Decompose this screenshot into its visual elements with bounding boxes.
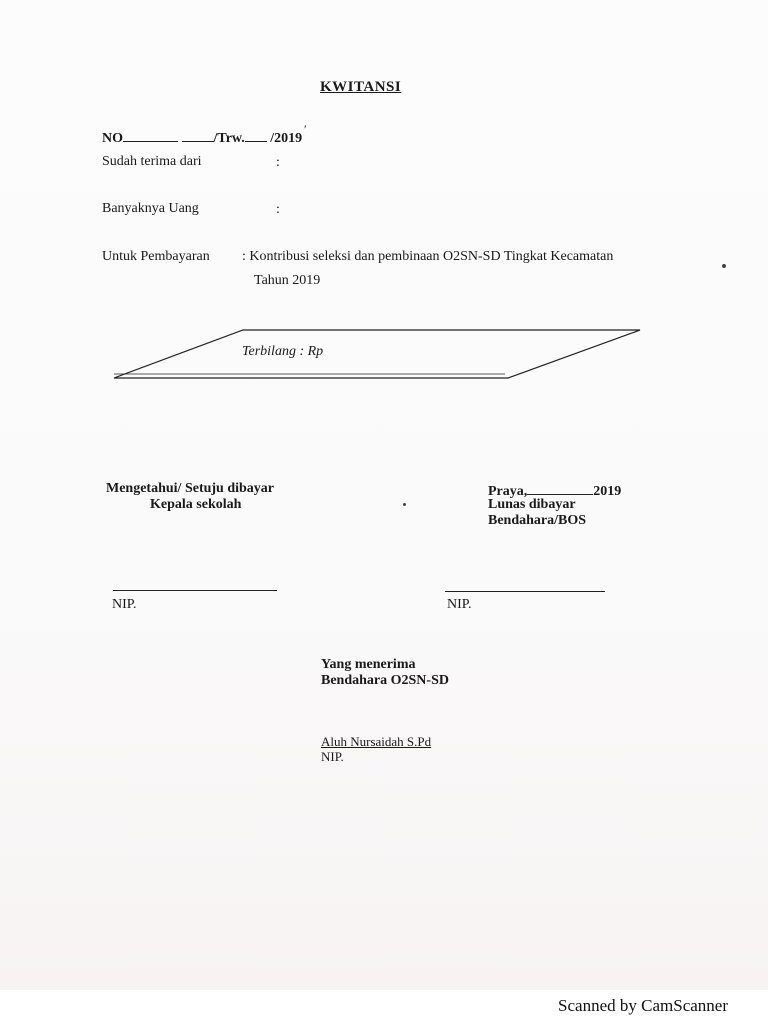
headmaster-signature-line xyxy=(113,590,277,591)
amount-box xyxy=(0,0,768,400)
scanner-footer xyxy=(0,990,768,1024)
payment-value-line2: Tahun 2019 xyxy=(254,273,321,288)
scan-speck xyxy=(403,503,406,506)
receipt-title: KWITANSI xyxy=(320,79,402,95)
amount-colon: : xyxy=(276,202,280,217)
paid-label: Lunas dibayar xyxy=(488,497,576,512)
year-label: /2019 xyxy=(270,131,303,146)
receiver-nip: NIP. xyxy=(321,749,344,764)
payment-value-line1: : Kontribusi seleksi dan pembinaan O2SN-SD Tingkat Kecamatan xyxy=(242,249,614,264)
scanner-watermark: Scanned by CamScanner xyxy=(558,996,728,1015)
treasurer-bos-label: Bendahara/BOS xyxy=(488,513,587,528)
received-from-colon: : xyxy=(276,155,280,170)
receiver-label: Yang menerima xyxy=(321,657,416,672)
number-prefix: NO xyxy=(102,131,123,146)
amount-label: Banyaknya Uang xyxy=(102,201,199,216)
treasurer-signature-line xyxy=(445,591,605,592)
date-year: 2019 xyxy=(593,484,622,499)
date-blank xyxy=(527,482,593,495)
amount-in-words-label: Terbilang : Rp xyxy=(242,344,324,359)
receiver-name: Aluh Nursaidah S.Pd xyxy=(321,734,432,749)
treasurer-nip: NIP. xyxy=(447,597,472,612)
approval-label: Mengetahui/ Setuju dibayar xyxy=(106,481,275,496)
scan-speck xyxy=(722,264,726,268)
pen-mark: ′ xyxy=(304,122,307,136)
receiver-role: Bendahara O2SN-SD xyxy=(321,673,449,688)
payment-label: Untuk Pembayaran xyxy=(102,249,210,264)
headmaster-nip: NIP. xyxy=(112,597,137,612)
trw-label: /Trw. xyxy=(213,131,245,146)
headmaster-label: Kepala sekolah xyxy=(150,497,242,512)
place-label: Praya, xyxy=(488,484,528,499)
received-from-label: Sudah terima dari xyxy=(102,154,202,169)
